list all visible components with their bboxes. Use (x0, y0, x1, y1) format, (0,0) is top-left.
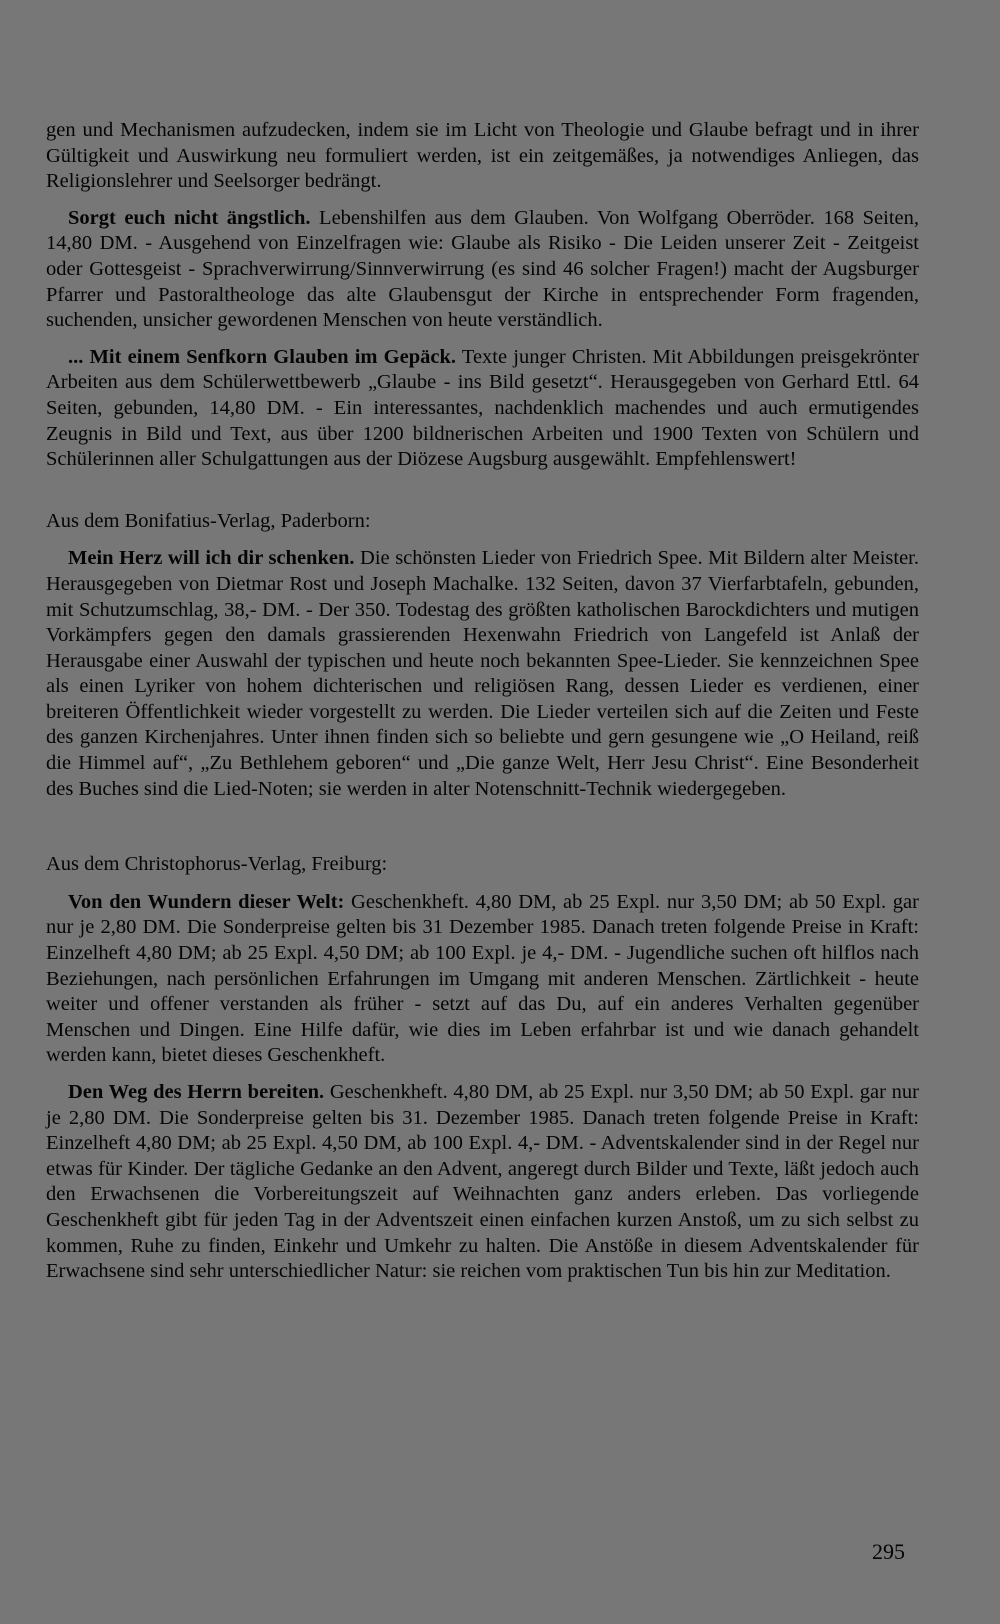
review-text: Lebenshilfen aus dem Glauben. Von Wolfgang Oberröder. 168 Seiten, 14,80 DM. - Ausgehend von Einzelfragen wie: Glaube als Risiko - Die Leiden unserer Zeit - Zeitgeist oder Gottesgeist - Sprachverwirrung/Sinnverwirrung (es sind 46 solcher Fragen!) macht der Augsburger Pfarrer und Pastoraltheologe das alte Glaubensgut der Kirche in entsprechender Form fragenden, suchenden, unsicher gewordenen Menschen von heute verständlich. (46, 206, 919, 332)
review-title: Von den Wundern dieser Welt: (68, 890, 345, 913)
review-von-den-wundern (46, 890, 919, 1069)
review-mein-herz (46, 546, 919, 802)
intro-paragraph (46, 118, 919, 195)
page-number: 295 (872, 1539, 905, 1564)
review-title: Mein Herz will ich dir schenken. (68, 547, 355, 570)
review-title: Sorgt euch nicht ängstlich. (68, 206, 311, 229)
spacer (46, 802, 919, 852)
review-title: Den Weg des Herrn bereiten. (68, 1081, 325, 1103)
review-text: Die schönsten Lieder von Friedrich Spee. Mit Bildern alter Meister. Herausgegeben von Dietmar Rost und Joseph Machalke. 132 Seiten, davon 37 Vierfarbtafeln, gebunden, mit Schutzumschlag, 38,- DM. - Der 350. Todestag des größten katholischen Barockdichters und mutigen Vorkämpfers gegen den damals grassierenden Hexenwahn Friedrich von Langefeld ist Anlaß der Herausgabe einer Auswahl der typischen und heute noch bekannten Spee-Lieder. Sie kennzeichnen Spee als einen Lyriker von hohem dichterischen und religiösen Rang, dessen Lieder es verdienen, einer breiteren Öffentlichkeit wieder vorgestellt zu werden. Die Lieder verteilen sich auf die Zeiten und Feste des ganzen Kirchenjahres. Unter ihnen finden sich so beliebte und gern gesungene wie „O Heiland, reiß die Himmel auf“, „Zu Bethlehem geboren“ und „Die ganze Welt, Herr Jesu Christ“. Eine Besonderheit des Buches sind die Lied-Noten; sie werden in alter Notenschnitt-Technik wiedergegeben. (46, 547, 919, 800)
page-body (46, 118, 919, 1285)
review-den-weg (46, 1080, 919, 1285)
review-title: ... Mit einem Senfkorn Glauben im Gepäck. (68, 345, 457, 368)
publisher-heading-christophorus: Aus dem Christophorus-Verlag, Freiburg: (46, 853, 388, 876)
spacer (46, 473, 919, 509)
spacer (46, 1069, 919, 1080)
review-text: Geschenkheft. 4,80 DM, ab 25 Expl. nur 3,50 DM; ab 50 Expl. gar nur je 2,80 DM. Die Sonderpreise gelten bis 31 Dezember 1985. Danach treten folgende Preise in Kraft: Einzelheft 4,80 DM; ab 25 Expl. 4,50 DM; ab 100 Expl. je 4,- DM. - Jugendliche suchen oft hilflos nach Beziehungen, nach persönlichen Erfahrungen im Umgang mit anderen Menschen. Zärtlichkeit - heute weiter und offener verstanden als früher - setzt auf das Du, auf ein anderes Verhalten gegenüber Menschen und Dingen. Eine Hilfe dafür, wie dies im Leben erfahrbar ist und wie danach gehandelt werden kann, bietet dieses Geschenkheft. (46, 890, 919, 1067)
spacer (46, 195, 919, 206)
spacer (46, 534, 919, 546)
intro-text: gen und Mechanismen aufzudecken, indem sie im Licht von Theologie und Glaube befragt und in ihrer Gültigkeit und Auswirkung neu formuliert werden, ist ein zeitgemäßes, ja notwendiges Anliegen, das Religionslehrer und Seelsorger bedrängt. (46, 119, 919, 193)
review-text: Geschenkheft. 4,80 DM, ab 25 Expl. nur 3,50 DM; ab 50 Expl. gar nur je 2,80 DM. Die Sonderpreise gelten bis 31. Dezember 1985. Danach treten folgende Preise in Kraft: Einzelheft 4,80 DM; ab 25 Expl. 4,50 DM, ab 100 Expl. 4,- DM. - Adventskalender sind in der Regel nur etwas für Kinder. Der tägliche Gedanke an den Advent, angeregt durch Bilder und Texte, läßt jedoch auch den Erwachsenen die Vorbereitungszeit auf Weihnachten ganz anders erleben. Das vorliegende Geschenkheft gibt für jeden Tag in der Adventszeit einen einfachen kurzen Anstoß, um zu sich selbst zu kommen, Ruhe zu finden, Einkehr und Umkehr zu halten. Die Anstöße in diesem Adventskalender für Erwachsene sind sehr unterschiedlicher Natur: sie reichen vom praktischen Tun bis hin zur Meditation. (46, 1081, 919, 1283)
spacer (46, 878, 919, 890)
review-text: Texte junger Christen. Mit Abbildungen preisgekrönter Arbeiten aus dem Schülerwettbewerb „Glaube - ins Bild gesetzt“. Herausgegeben von Gerhard Ettl. 64 Seiten, gebunden, 14,80 DM. - Ein interessantes, nachdenklich machendes und auch ermutigendes Zeugnis in Bild und Text, aus über 1200 bildnerischen Arbeiten und 1900 Texten von Schülern und Schülerinnen aller Schulgattungen aus der Diözese Augsburg ausgewählt. Empfehlenswert! (46, 345, 919, 471)
publisher-heading-bonifatius: Aus dem Bonifatius-Verlag, Paderborn: (46, 509, 371, 532)
review-senfkorn (46, 345, 919, 473)
spacer (46, 334, 919, 345)
review-sorgt-euch (46, 206, 919, 334)
